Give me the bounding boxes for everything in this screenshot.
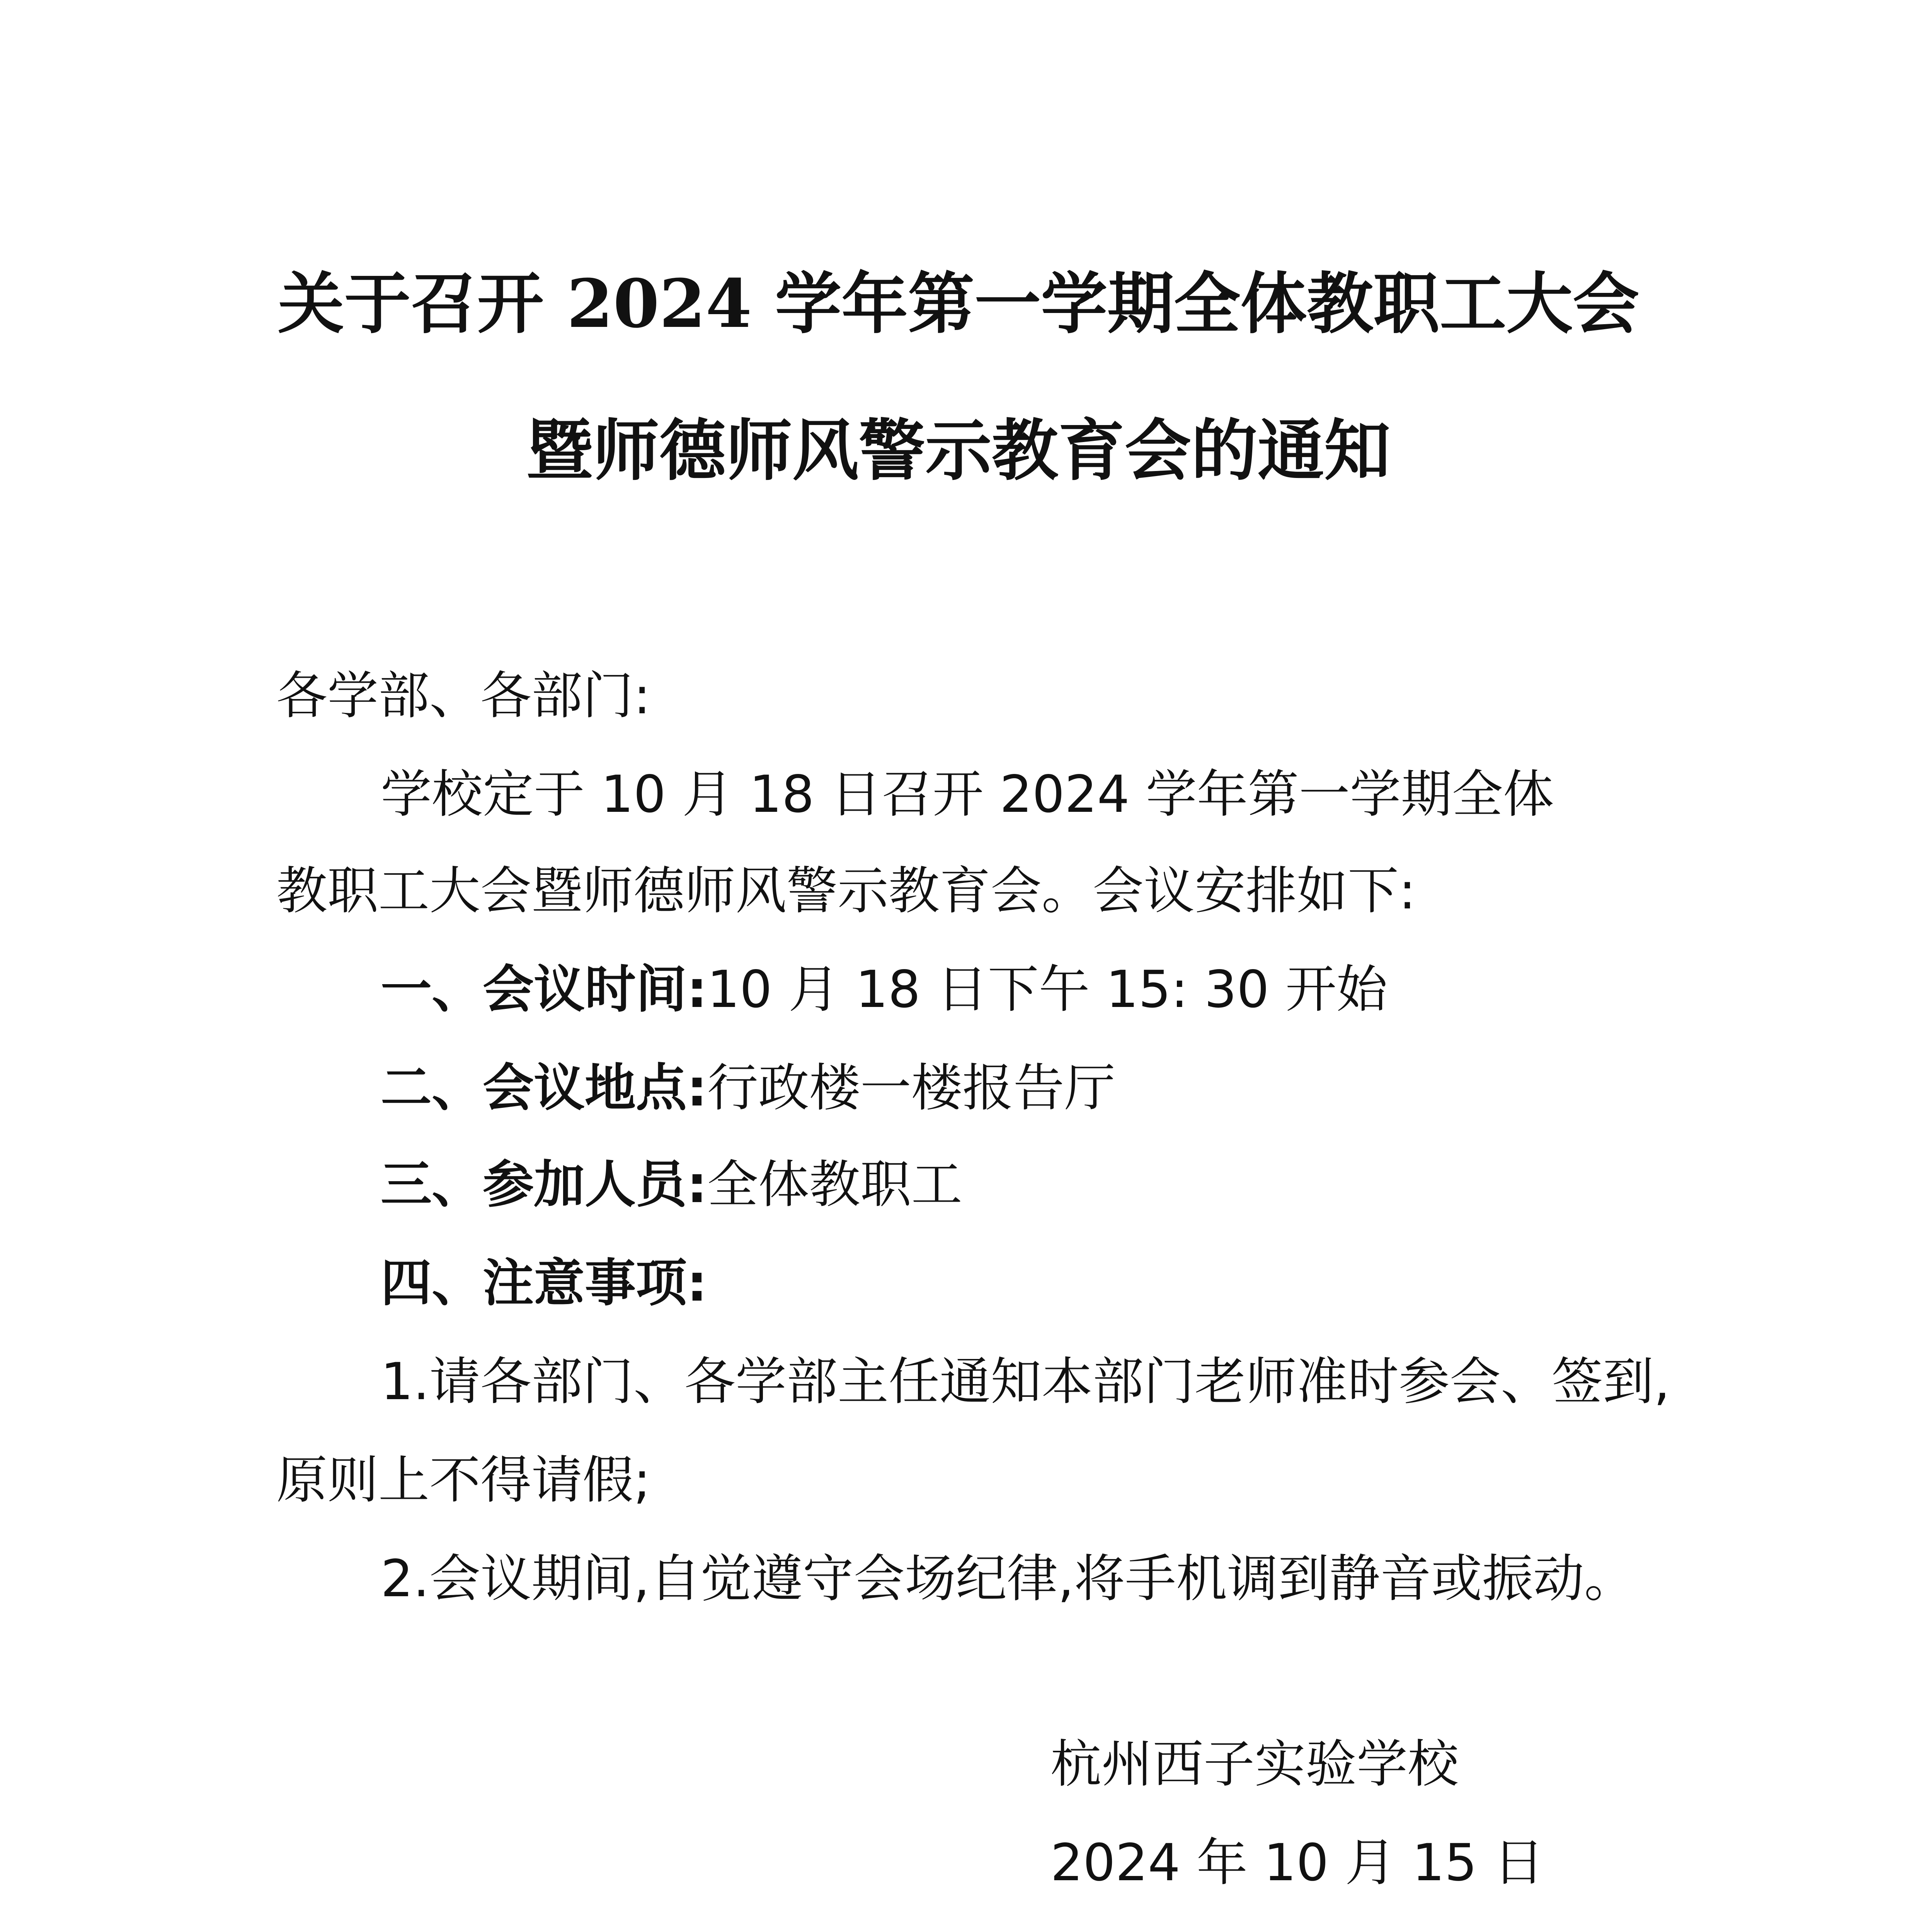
attendees-item	[381, 1155, 962, 1214]
notes-heading-item	[381, 1253, 707, 1313]
meeting-time-value: 10 月 18 日下午 15: 30 开始	[707, 960, 1388, 1019]
note-2: 2.会议期间,自觉遵守会场纪律,将手机调到静音或振动。	[381, 1549, 1635, 1609]
attendees-value: 全体教职工	[707, 1155, 962, 1214]
signature-date: 2024 年 10 月 15 日	[1050, 1833, 1544, 1893]
notes-heading-label: 四、注意事项:	[381, 1253, 707, 1313]
meeting-time-label: 一、会议时间:	[381, 960, 707, 1019]
signature-organization: 杭州西子实验学校	[1050, 1735, 1459, 1794]
document-title-line-1: 关于召开 2024 学年第一学期全体教职工大会	[278, 264, 1639, 343]
salutation: 各学部、各部门:	[276, 666, 651, 726]
note-1-line-1: 1.请各部门、各学部主任通知本部门老师准时参会、签到,	[381, 1352, 1670, 1412]
meeting-location-value: 行政楼一楼报告厅	[707, 1058, 1115, 1118]
meeting-location-item	[381, 1058, 1115, 1118]
attendees-label: 三、参加人员:	[381, 1155, 707, 1214]
intro-paragraph-line-1: 学校定于 10 月 18 日召开 2024 学年第一学期全体	[381, 765, 1554, 824]
meeting-time-item	[381, 960, 1388, 1019]
intro-paragraph-line-2: 教职工大会暨师德师风警示教育会。会议安排如下:	[276, 861, 1416, 921]
meeting-location-label: 二、会议地点:	[381, 1058, 707, 1118]
document-title-line-2: 暨师德师风警示教育会的通知	[526, 411, 1391, 490]
note-1-line-2: 原则上不得请假;	[276, 1451, 651, 1510]
